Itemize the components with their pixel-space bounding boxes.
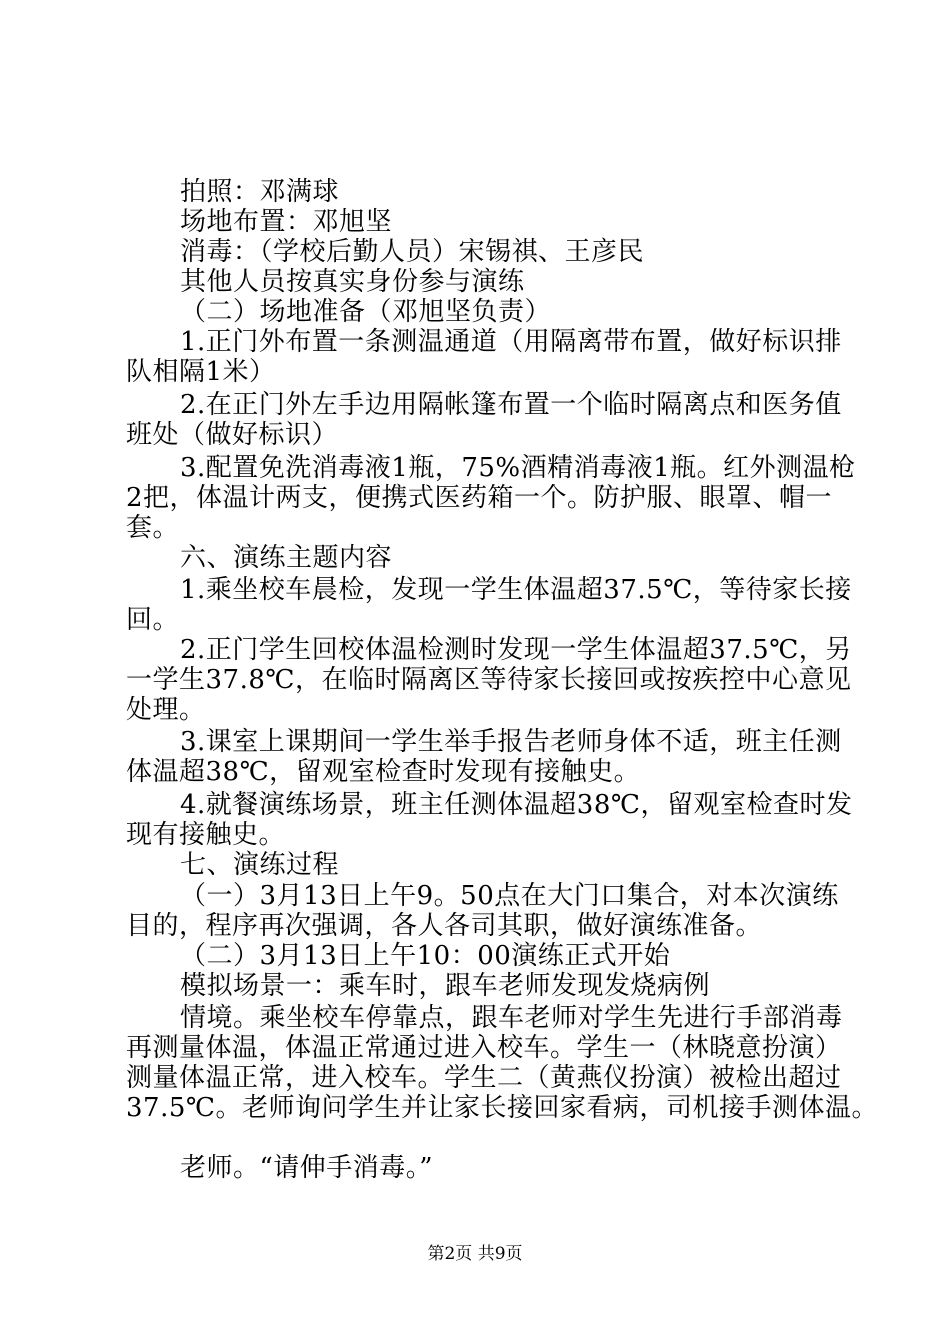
text-line: 班处（做好标识） bbox=[126, 420, 339, 450]
text-line: 3.配置免洗消毒液1瓶，75%酒精消毒液1瓶。红外测温枪 bbox=[180, 453, 856, 483]
text-line: 测量体温正常，进入校车。学生二（黄燕仪扮演）被检出超过 bbox=[126, 1063, 842, 1093]
text-line: 2把，体温计两支，便携式医药箱一个。防护服、眼罩、帽一 bbox=[126, 483, 833, 513]
text-line: 其他人员按真实身份参与演练 bbox=[180, 267, 525, 297]
section-heading: 七、演练过程 bbox=[180, 850, 340, 880]
text-line: 1.正门外布置一条测温通道（用隔离带布置，做好标识排 bbox=[180, 327, 842, 357]
text-line: （二）3月13日上午10：00演练正式开始 bbox=[180, 941, 671, 971]
text-line: 目的，程序再次强调，各人各司其职，做好演练准备。 bbox=[126, 911, 763, 941]
text-line: 2.正门学生回校体温检测时发现一学生体温超37.5℃，另 bbox=[180, 635, 852, 665]
text-line: 模拟场景一：乘车时，跟车老师发现发烧病例 bbox=[180, 971, 711, 1001]
text-line: 套。 bbox=[126, 513, 180, 543]
text-line: 老师。“请伸手消毒。” bbox=[180, 1153, 434, 1183]
text-line: 场地布置：邓旭坚 bbox=[180, 207, 393, 237]
text-line: 情境。乘坐校车停靠点，跟车老师对学生先进行手部消毒 bbox=[180, 1003, 843, 1033]
text-line: 2.在正门外左手边用隔帐篷布置一个临时隔离点和医务值 bbox=[180, 390, 842, 420]
text-line: 处理。 bbox=[126, 695, 206, 725]
text-line: 再测量体温，体温正常通过进入校车。学生一（林晓意扮演） bbox=[126, 1033, 842, 1063]
text-line: 1.乘坐校车晨检，发现一学生体温超37.5℃，等待家长接 bbox=[180, 575, 852, 605]
page-number: 第2页 共9页 bbox=[427, 1244, 523, 1264]
text-line: 体温超38℃，留观室检查时发现有接触史。 bbox=[126, 757, 641, 787]
text-line: 队相隔1米） bbox=[126, 357, 276, 387]
text-line: 消毒：（学校后勤人员）宋锡祺、王彦民 bbox=[180, 237, 645, 267]
text-line: 一学生37.8℃，在临时隔离区等待家长接回或按疾控中心意见 bbox=[126, 665, 852, 695]
text-line: 拍照：邓满球 bbox=[180, 177, 340, 207]
text-line: 现有接触史。 bbox=[126, 820, 286, 850]
section-heading: （二）场地准备（邓旭坚负责） bbox=[180, 297, 552, 327]
text-line: 37.5℃。老师询问学生并让家长接回家看病，司机接手测体温。 bbox=[126, 1093, 878, 1123]
text-line: 3.课室上课期间一学生举手报告老师身体不适，班主任测 bbox=[180, 727, 842, 757]
section-heading: 六、演练主题内容 bbox=[180, 543, 393, 573]
text-line: 4.就餐演练场景，班主任测体温超38℃，留观室检查时发 bbox=[180, 790, 853, 820]
text-line: 回。 bbox=[126, 605, 180, 635]
text-line: （一）3月13日上午9。50点在大门口集合，对本次演练 bbox=[180, 881, 839, 911]
